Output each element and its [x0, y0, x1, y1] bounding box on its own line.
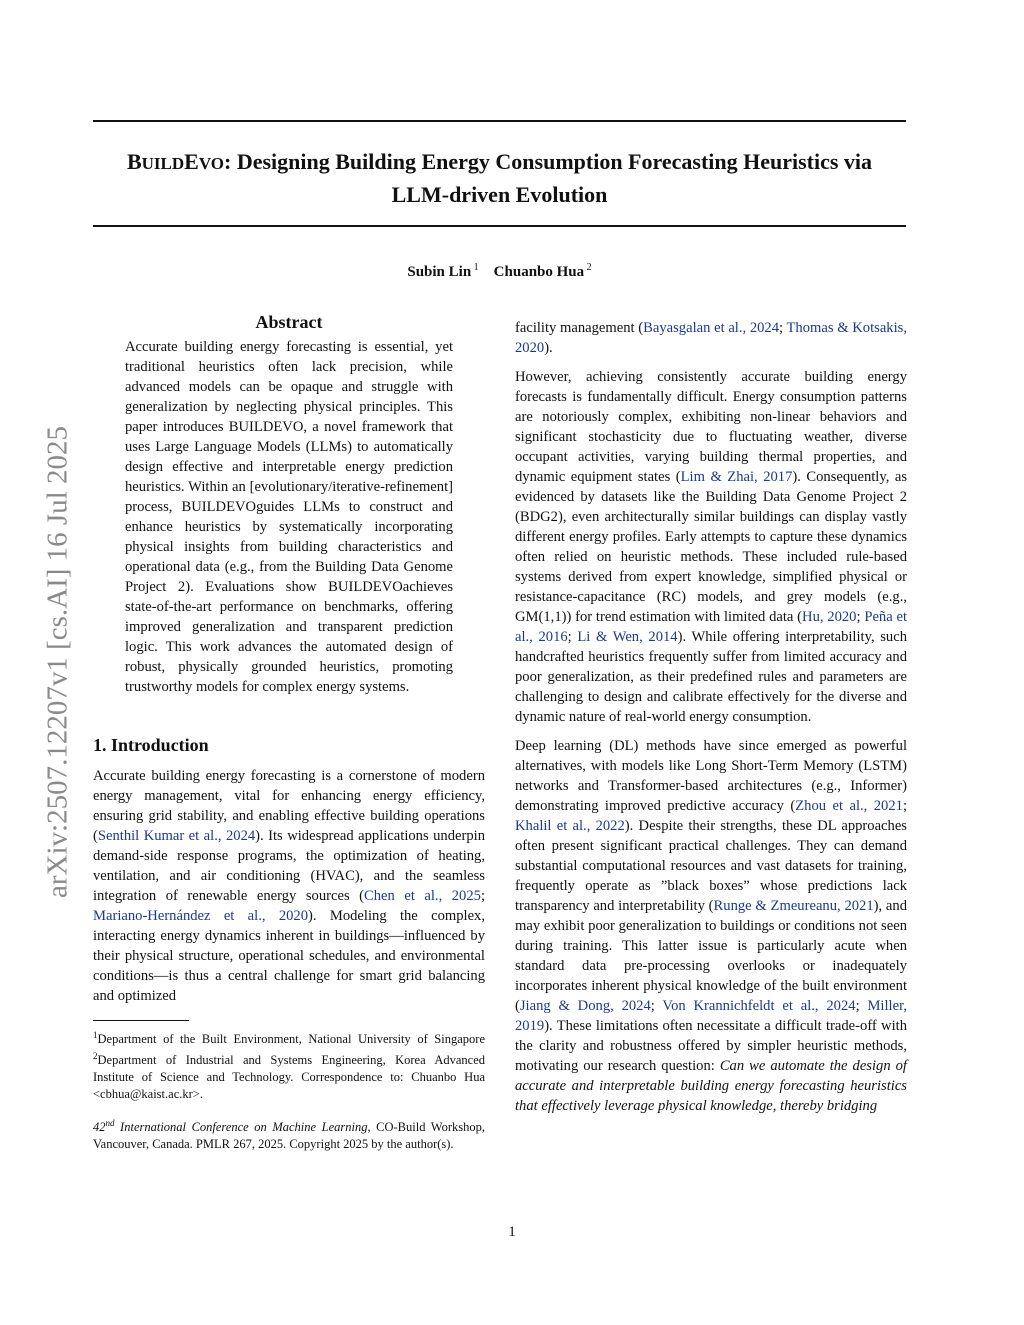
- citation-separator: ;: [650, 998, 663, 1014]
- right-p1-text-b: ). Consequently, as evidenced by datasets like the Building Data Genome Project 2 (BDG2), even architecturally similar buildings can display vastly different energy profiles. Early attempts to capture these dynamics often relied on heuristic methods. These included rule-based systems derived from expert knowledge, simplified physical or resistance-capacitance (RC) models, and grey models (e.g., GM(1,1)) for trend estimation with limited data (: [515, 469, 908, 625]
- footnote-1-text: Department of the Built Environment, National University of Singapore: [97, 1032, 485, 1047]
- citation-link[interactable]: Hu, 2020: [802, 609, 857, 625]
- footnote-2-text: Department of Industrial and Systems Engineering, Korea Advanced Institute of Science and Technology. Correspondence to: Chuanbo Hua <cbhua@kaist.ac.kr>.: [93, 1053, 485, 1102]
- footnote-marker-1: 1: [93, 1030, 98, 1040]
- right-paragraph-2: [515, 736, 907, 1116]
- citation-link[interactable]: Lim & Zhai, 2017: [680, 469, 793, 485]
- title-name-b: B: [126, 149, 142, 174]
- citation-link[interactable]: Mariano-Hernández et al., 2020: [93, 908, 309, 924]
- intro-p1-text-c: ). Modeling the complex, interacting energy dynamics inherent in buildings—influenced by their physical structure, operational schedules, and environmental conditions—is thus a central challenge for smart grid balancing and optimized: [93, 908, 485, 1004]
- right-paragraph-1: [515, 367, 907, 727]
- author-list: [93, 262, 906, 281]
- right-p1-text-a: However, achieving consistently accurate building energy forecasts is fundamentally difficult. Energy consumption patterns are notoriously complex, exhibiting non-linear behaviors and significant stochasticity due to fluctuating weather, diverse occupant activities, varying building thermal properties, and dynamic equipment states (: [515, 369, 907, 485]
- abstract: [125, 337, 453, 697]
- citation-link[interactable]: Khalil et al., 2022: [515, 818, 625, 834]
- citation-separator: ;: [779, 320, 787, 336]
- title-colon: :: [224, 149, 232, 174]
- citation-link[interactable]: Chen et al., 2025: [364, 888, 481, 904]
- citation-link[interactable]: Peña et al., 2016: [515, 609, 908, 645]
- citation-link[interactable]: Von Krannichfeldt et al., 2024: [662, 998, 856, 1014]
- author-1-affil: 1: [473, 262, 479, 273]
- citation-link[interactable]: Jiang & Dong, 2024: [519, 998, 651, 1014]
- abstract-heading: Abstract: [255, 312, 323, 332]
- footnote-conference: [93, 1115, 485, 1153]
- intro-p1-text-a: Accurate building energy forecasting is a cornerstone of modern energy management, vital for enhancing energy efficiency, ensuring grid stability, and enabling effective building operations (: [93, 768, 485, 844]
- right-p0-text-a: facility management (: [515, 320, 644, 336]
- author-2: Chuanbo Hua: [493, 264, 585, 280]
- citation-link[interactable]: Li & Wen, 2014: [577, 629, 678, 645]
- research-question: Can we automate the design of accurate and interpretable building energy forecasting heuristics that effectively leverage physical knowledge, thereby bridging: [515, 1058, 907, 1114]
- title-line-1: [127, 149, 872, 174]
- right-p2-text-b: ). Despite their strengths, these DL approaches often present significant practical challenges. They can demand substantial computational resources and vast datasets for training, frequently operate as ”black boxes” whose predictions lack transparency and interpretability (: [515, 818, 907, 914]
- page-number: 1: [508, 1224, 516, 1240]
- citation-separator: ;: [856, 609, 865, 625]
- title-name-e: E: [184, 149, 199, 174]
- intro-paragraph-1: [93, 766, 485, 1006]
- top-rule: [93, 120, 906, 122]
- conf-number: 42: [93, 1120, 106, 1135]
- right-p1-text-c: ). While offering interpretability, such handcrafted heuristics frequently suffer from limited accuracy and poor generalization, as their predefined rules and parameters are challenging to design and calibrate effectively for the diverse and dynamic nature of real-world energy consumption.: [515, 629, 907, 725]
- citation-link[interactable]: Thomas & Kotsakis, 2020: [515, 320, 907, 356]
- author-2-affil: 2: [586, 262, 592, 273]
- title-line-2: LLM-driven Evolution: [391, 182, 608, 207]
- paper-title: [93, 146, 906, 210]
- right-column: [515, 318, 907, 1116]
- citation-separator: ;: [567, 629, 578, 645]
- intro-p1-text-b: ). Its widespread applications underpin demand-side response programs, the optimization of heating, ventilation, and air conditioning (HVAC), and the seamless integration of renewable energy sources (: [93, 828, 485, 904]
- title-bottom-rule: [93, 225, 906, 227]
- citation-separator: ;: [855, 998, 868, 1014]
- title-name-uild: UILD: [141, 154, 185, 173]
- title-line-1-text: Designing Building Energy Consumption Forecasting Heuristics via: [236, 149, 873, 174]
- arxiv-stamp: arXiv:2507.12207v1 [cs.AI] 16 Jul 2025: [41, 425, 74, 899]
- title-name-vo: VO: [198, 154, 224, 173]
- footnote-affiliations: [93, 1027, 485, 1103]
- citation-separator: ;: [902, 798, 907, 814]
- citation-link[interactable]: Zhou et al., 2021: [795, 798, 903, 814]
- citation-link[interactable]: Bayasgalan et al., 2024: [643, 320, 780, 336]
- left-column: [93, 312, 485, 1153]
- section-heading-introduction: 1. Introduction: [93, 735, 209, 755]
- abstract-text: Accurate building energy forecasting is essential, yet traditional heuristics often lack precision, while advanced models can be opaque and struggle with generalization by neglecting physical principles. This paper introduces BUILDEVO, a novel framework that uses Large Language Models (LLMs) to automatically design effective and interpretable energy prediction heuristics. Within an [evolutionary/iterative-refinement] process, BUILDEVOguides LLMs to construct and enhance heuristics by systematically incorporating physical insights from building characteristics and operational data (e.g., from the Building Data Genome Project 2). Evaluations show BUILDEVOachieves state-of-the-art performance on benchmarks, offering improved generalization and transparent prediction logic. This work advances the automated design of robust, physically grounded heuristics, promoting trustworthy models for complex energy systems.: [125, 339, 453, 695]
- conf-ordinal: nd: [105, 1118, 115, 1129]
- citation-link[interactable]: Senthil Kumar et al., 2024: [97, 828, 256, 844]
- footnote-marker-2: 2: [93, 1051, 98, 1062]
- right-p2-text-c: ), and may exhibit poor generalization to buildings or conditions not seen during training. This latter issue is particularly acute when standard data pre-processing overlooks or inadequately incorporates inherent physical knowledge of the built environment (: [515, 898, 908, 1014]
- citation-separator: ;: [480, 888, 485, 904]
- right-p0-text-b: ).: [544, 340, 553, 356]
- footnote-rule: [93, 1020, 189, 1021]
- conf-details: , CO-Build Workshop, Vancouver, Canada. PMLR 267, 2025. Copyright 2025 by the author(s).: [93, 1120, 485, 1152]
- right-p2-text-d: ). These limitations often necessitate a difficult trade-off with the clarity and robustness offered by simpler heuristic methods, motivating our research question:: [515, 1018, 907, 1074]
- right-paragraph-0: [515, 318, 907, 358]
- conf-name: International Conference on Machine Learning: [114, 1120, 368, 1135]
- right-p2-text-a: Deep learning (DL) methods have since emerged as powerful alternatives, with models like Long Short-Term Memory (LSTM) networks and Transformer-based architectures (e.g., Informer) demonstrating improved predictive accuracy (: [515, 738, 907, 814]
- citation-link[interactable]: Miller, 2019: [515, 998, 907, 1034]
- author-1: Subin Lin: [407, 264, 472, 280]
- citation-link[interactable]: Runge & Zmeureanu, 2021: [713, 898, 874, 914]
